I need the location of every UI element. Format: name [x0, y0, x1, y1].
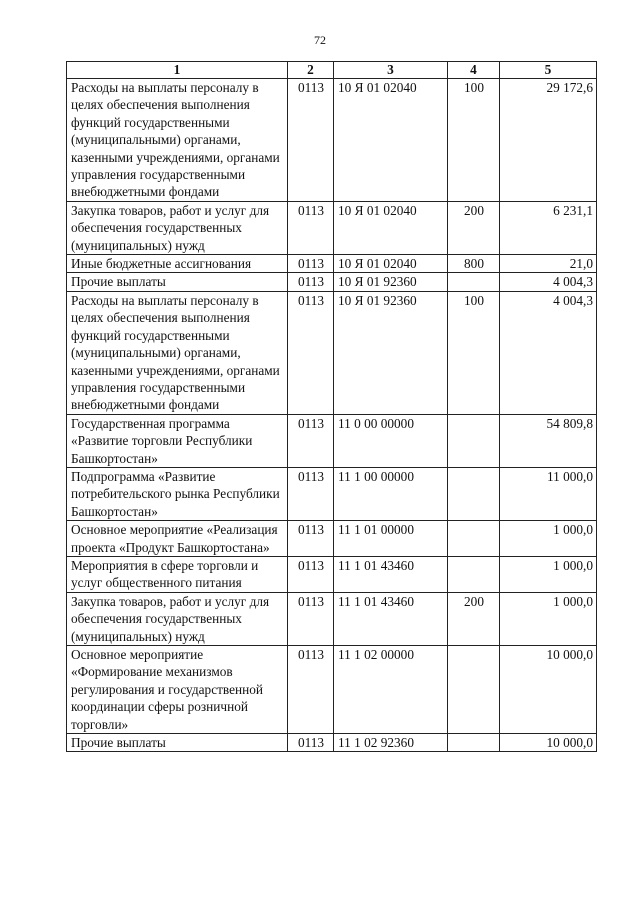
budget-table — [66, 61, 597, 752]
cell-section: 0113 — [288, 291, 334, 414]
table-row — [67, 592, 597, 645]
cell-code: 11 1 00 00000 — [334, 467, 448, 520]
cell-code: 11 1 02 92360 — [334, 734, 448, 752]
table-body — [67, 79, 597, 752]
cell-code: 10 Я 01 92360 — [334, 291, 448, 414]
cell-amount: 29 172,6 — [500, 79, 597, 202]
cell-code: 10 Я 01 02040 — [334, 255, 448, 273]
cell-name: Мероприятия в сфере торговли и услуг общественного питания — [67, 556, 288, 592]
cell-code: 11 1 01 43460 — [334, 592, 448, 645]
cell-amount: 21,0 — [500, 255, 597, 273]
cell-name: Иные бюджетные ассигнования — [67, 255, 288, 273]
cell-amount: 11 000,0 — [500, 467, 597, 520]
table-row — [67, 201, 597, 254]
cell-name: Подпрограмма «Развитие потребительского рынка Республики Башкортостан» — [67, 467, 288, 520]
table-row — [67, 734, 597, 752]
cell-section: 0113 — [288, 414, 334, 467]
cell-section: 0113 — [288, 556, 334, 592]
cell-section: 0113 — [288, 79, 334, 202]
cell-type: 100 — [448, 79, 500, 202]
cell-type — [448, 556, 500, 592]
header-cell-name: 1 — [67, 62, 288, 79]
header-cell-section: 2 — [288, 62, 334, 79]
cell-name: Закупка товаров, работ и услуг для обеспечения государственных (муниципальных) нужд — [67, 201, 288, 254]
cell-code: 11 1 01 43460 — [334, 556, 448, 592]
table-row — [67, 414, 597, 467]
header-cell-type: 4 — [448, 62, 500, 79]
cell-type — [448, 521, 500, 557]
cell-type — [448, 414, 500, 467]
table-row — [67, 556, 597, 592]
cell-amount: 4 004,3 — [500, 273, 597, 291]
cell-amount: 54 809,8 — [500, 414, 597, 467]
cell-type: 800 — [448, 255, 500, 273]
table-row — [67, 79, 597, 202]
cell-amount: 10 000,0 — [500, 646, 597, 734]
cell-amount: 1 000,0 — [500, 521, 597, 557]
cell-code: 10 Я 01 92360 — [334, 273, 448, 291]
cell-type: 100 — [448, 291, 500, 414]
cell-name: Закупка товаров, работ и услуг для обеспечения государственных (муниципальных) нужд — [67, 592, 288, 645]
table-row — [67, 521, 597, 557]
cell-type: 200 — [448, 201, 500, 254]
table-row — [67, 291, 597, 414]
cell-amount: 1 000,0 — [500, 556, 597, 592]
cell-name: Расходы на выплаты персоналу в целях обеспечения выполнения функций государственными (муниципальными) органами, казенными учреждениями, органами управления государственными внебюджетными фондами — [67, 291, 288, 414]
cell-name: Прочие выплаты — [67, 273, 288, 291]
cell-code: 11 0 00 00000 — [334, 414, 448, 467]
table-row — [67, 646, 597, 734]
table-row — [67, 255, 597, 273]
table-header-row — [67, 62, 597, 79]
cell-type: 200 — [448, 592, 500, 645]
cell-name: Государственная программа «Развитие торговли Республики Башкортостан» — [67, 414, 288, 467]
cell-section: 0113 — [288, 273, 334, 291]
cell-name: Основное мероприятие «Реализация проекта «Продукт Башкортостана» — [67, 521, 288, 557]
header-cell-code: 3 — [334, 62, 448, 79]
cell-amount: 1 000,0 — [500, 592, 597, 645]
cell-code: 11 1 02 00000 — [334, 646, 448, 734]
cell-name: Прочие выплаты — [67, 734, 288, 752]
table-row — [67, 273, 597, 291]
cell-section: 0113 — [288, 467, 334, 520]
cell-amount: 4 004,3 — [500, 291, 597, 414]
cell-amount: 10 000,0 — [500, 734, 597, 752]
cell-name: Основное мероприятие «Формирование механизмов регулирования и государственной координации сферы розничной торговли» — [67, 646, 288, 734]
cell-section: 0113 — [288, 646, 334, 734]
page-number: 72 — [314, 33, 326, 47]
cell-section: 0113 — [288, 521, 334, 557]
cell-type — [448, 273, 500, 291]
cell-type — [448, 467, 500, 520]
cell-section: 0113 — [288, 255, 334, 273]
cell-type — [448, 646, 500, 734]
cell-type — [448, 734, 500, 752]
cell-section: 0113 — [288, 201, 334, 254]
cell-code: 10 Я 01 02040 — [334, 79, 448, 202]
cell-code: 11 1 01 00000 — [334, 521, 448, 557]
cell-section: 0113 — [288, 734, 334, 752]
cell-code: 10 Я 01 02040 — [334, 201, 448, 254]
cell-section: 0113 — [288, 592, 334, 645]
cell-amount: 6 231,1 — [500, 201, 597, 254]
cell-name: Расходы на выплаты персоналу в целях обеспечения выполнения функций государственными (муниципальными) органами, казенными учреждениями, органами управления государственными внебюджетными фондами — [67, 79, 288, 202]
table-row — [67, 467, 597, 520]
header-cell-amount: 5 — [500, 62, 597, 79]
